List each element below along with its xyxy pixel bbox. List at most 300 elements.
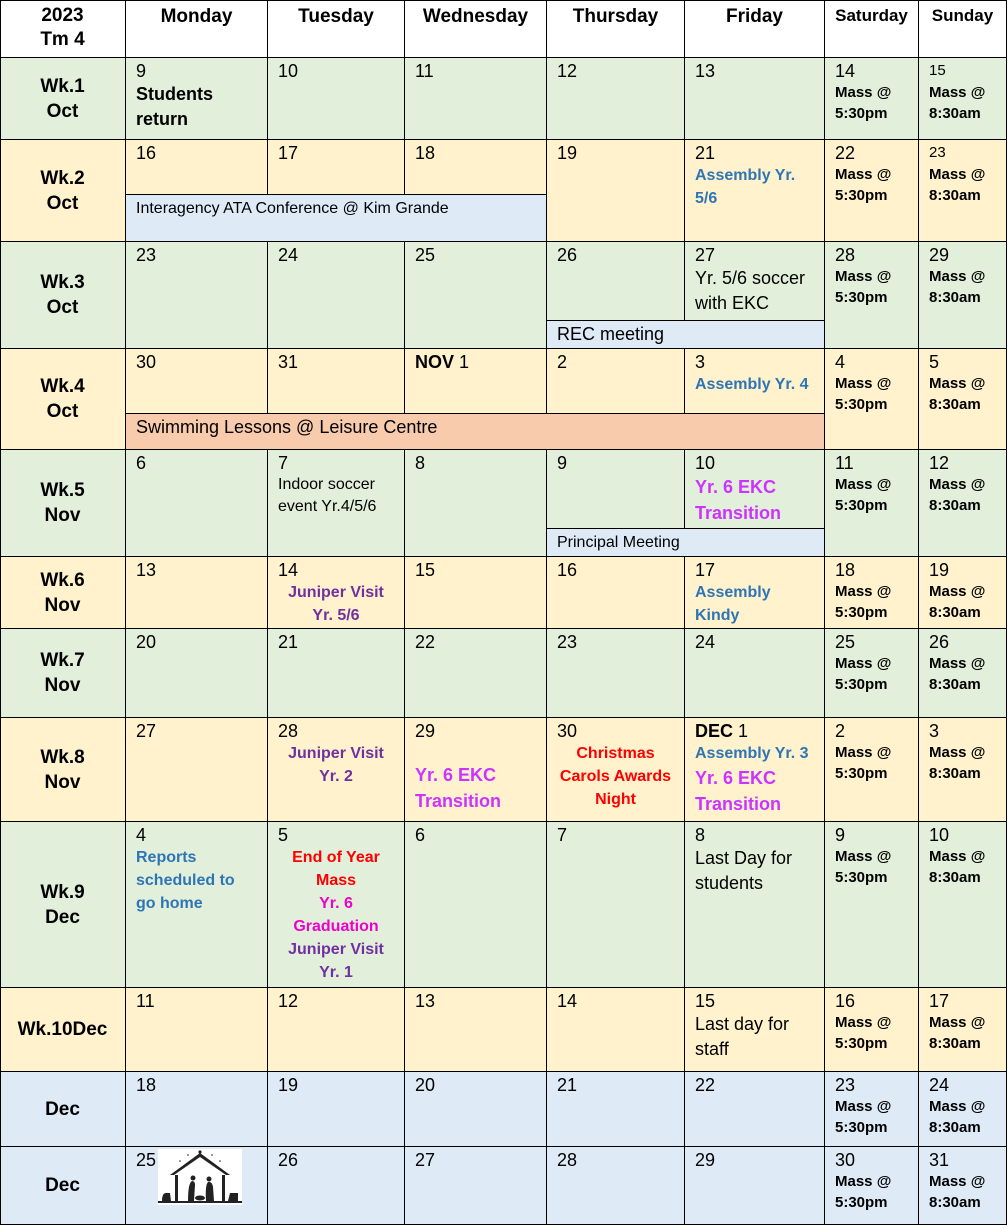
day-number-value: 11 (415, 61, 434, 81)
mass-time: 8:30am (929, 869, 981, 886)
mass-time: Mass @ (929, 84, 986, 101)
day-number (557, 990, 674, 1012)
day-number (278, 1149, 394, 1171)
day-cell (685, 450, 825, 528)
day-number-value: 30 (835, 1150, 856, 1170)
mass-time: 8:30am (929, 497, 981, 514)
day-number-value: 24 (278, 245, 299, 265)
day-number (415, 1149, 536, 1171)
week-label (0, 58, 126, 140)
day-number-value: 20 (415, 1075, 436, 1095)
week-label-line: Wk.10Dec (17, 1019, 108, 1040)
day-cell (126, 1072, 268, 1147)
week-label-line: Wk.7 (40, 650, 85, 671)
month-prefix: NOV (415, 352, 455, 372)
day-number (278, 720, 394, 742)
day-number-value: 8 (695, 825, 706, 845)
day-number (278, 990, 394, 1012)
day-cell (825, 822, 919, 988)
day-number-value: 14 (835, 61, 856, 81)
mass-time: Mass @ (835, 744, 892, 761)
day-number-value: 18 (136, 1075, 157, 1095)
day-number (929, 1074, 996, 1096)
day-cell (685, 822, 825, 988)
day-number (929, 244, 996, 266)
day-cell (405, 557, 547, 629)
day-number-value: 11 (835, 453, 854, 473)
mass-time: Mass @ (929, 476, 986, 493)
day-number (557, 142, 674, 164)
mass-time: 8:30am (929, 1194, 981, 1211)
day-cell (547, 988, 685, 1072)
day-number-value: 31 (929, 1150, 950, 1170)
day-number-value: 15 (929, 62, 946, 79)
day-number (136, 452, 257, 474)
day-header-sunday: Sunday (919, 0, 1007, 58)
day-cell (547, 1147, 685, 1225)
day-number-value: 10 (929, 825, 950, 845)
spanning-event-text: Swimming Lessons @ Leisure Centre (136, 417, 438, 437)
mass-time: Mass @ (929, 744, 986, 761)
day-number (695, 142, 814, 164)
event-text: Juniper Visit Yr. 5/6 (288, 584, 384, 624)
month-prefix: DEC (695, 721, 734, 741)
term-year: 2023 (41, 5, 84, 26)
week-label (0, 1147, 126, 1225)
day-number (278, 824, 394, 846)
day-cell (126, 629, 268, 718)
day-cell (825, 242, 919, 349)
week-label (0, 349, 126, 450)
day-number-value: 25 (835, 632, 856, 652)
day-cell (547, 242, 685, 320)
day-number (557, 559, 674, 581)
day-number (835, 60, 908, 82)
day-number (136, 351, 257, 373)
day-cell (919, 242, 1007, 349)
day-number-value: 29 (929, 245, 950, 265)
day-number-value: 17 (929, 991, 950, 1011)
week-label-line: Nov (44, 675, 81, 696)
mass-time: Mass @ (835, 848, 892, 865)
day-header-tuesday: Tuesday (268, 0, 405, 58)
mass-time: Mass @ (929, 1098, 986, 1115)
day-number-value: 9 (557, 453, 568, 473)
day-number-value: 13 (415, 991, 436, 1011)
day-number-value: 23 (557, 632, 578, 652)
day-number (929, 990, 996, 1012)
event-text: Yr. 6 EKC Transition (415, 765, 502, 811)
mass-time: 8:30am (929, 396, 981, 413)
week-label (0, 140, 126, 242)
week-label-line: Nov (44, 594, 81, 616)
day-number (415, 452, 536, 474)
day-number-value: 14 (557, 991, 578, 1011)
day-number (415, 559, 536, 581)
day-cell (405, 349, 547, 413)
day-number (835, 1149, 908, 1171)
day-number (278, 559, 394, 581)
day-number-value: 28 (278, 721, 299, 741)
day-number (695, 244, 814, 266)
day-number-value: 23 (136, 245, 157, 265)
day-number-value: 11 (136, 991, 155, 1011)
day-cell (547, 629, 685, 718)
day-number-value: 16 (136, 143, 157, 163)
day-number-value: 4 (835, 352, 846, 372)
day-number-value: 25 (136, 1150, 157, 1170)
day-number-value: 6 (136, 453, 147, 473)
day-cell (547, 1072, 685, 1147)
mass-time: 5:30pm (835, 1194, 888, 1211)
day-cell (268, 242, 405, 349)
day-number (415, 990, 536, 1012)
mass-time: 5:30pm (835, 604, 888, 621)
event-text: Reports scheduled to go home (136, 849, 235, 912)
day-number-value: 13 (136, 560, 157, 580)
day-number (136, 559, 257, 581)
day-cell (547, 822, 685, 988)
mass-time: Mass @ (835, 84, 892, 101)
day-number-value: 14 (278, 560, 299, 580)
mass-time: 8:30am (929, 765, 981, 782)
day-number (929, 559, 996, 581)
day-number-value: 22 (695, 1075, 716, 1095)
mass-time: 5:30pm (835, 289, 888, 306)
day-number-value: 26 (278, 1150, 299, 1170)
day-number (278, 351, 394, 373)
day-number-value: 7 (278, 453, 289, 473)
day-number-value: 6 (415, 825, 426, 845)
event-text: Last Day for students (695, 848, 793, 893)
day-header-thursday: Thursday (547, 0, 685, 58)
mass-time: 8:30am (929, 289, 981, 306)
day-number-value: 17 (278, 143, 299, 163)
day-number (929, 60, 996, 82)
day-number-value: 3 (929, 721, 940, 741)
day-cell (825, 140, 919, 242)
day-number (557, 720, 674, 742)
week-label (0, 450, 126, 557)
day-number (415, 720, 536, 742)
day-number (835, 990, 908, 1012)
day-number (695, 351, 814, 373)
day-cell (547, 718, 685, 822)
mass-time: 5:30pm (835, 396, 888, 413)
event-text: Yr. 6 Graduation (293, 895, 379, 935)
day-number (695, 990, 814, 1012)
mass-time: Mass @ (835, 166, 892, 183)
day-number-value: 21 (278, 632, 299, 652)
day-number-value: 18 (835, 560, 856, 580)
day-number-value: 5 (929, 352, 940, 372)
day-cell (825, 629, 919, 718)
day-number-value: 29 (695, 1150, 716, 1170)
day-cell (685, 140, 825, 242)
day-cell (126, 988, 268, 1072)
day-number (929, 351, 996, 373)
day-cell (405, 140, 547, 194)
day-number (278, 452, 394, 474)
day-number (136, 720, 257, 742)
event-text: Last day for staff (695, 1014, 790, 1059)
day-number (415, 631, 536, 653)
day-cell (268, 58, 405, 140)
day-cell (919, 450, 1007, 557)
day-number-value: 1 (738, 721, 749, 741)
day-number (835, 559, 908, 581)
day-number (136, 631, 257, 653)
week-label-line: Wk.9 (40, 881, 85, 903)
mass-time: 5:30pm (835, 869, 888, 886)
day-number-value: 27 (415, 1150, 436, 1170)
week-label-line: Oct (46, 297, 79, 318)
mass-time: 5:30pm (835, 105, 888, 122)
day-cell (685, 1147, 825, 1225)
day-number-value: 19 (278, 1075, 299, 1095)
day-number-value: 27 (695, 245, 716, 265)
event-text: Christmas Carols Awards Night (559, 745, 672, 808)
day-number (136, 1149, 257, 1210)
day-number-value: 2 (557, 352, 568, 372)
mass-time: 5:30pm (835, 765, 888, 782)
day-number-value: 9 (835, 825, 846, 845)
day-number (929, 631, 996, 653)
event-text: Yr. 5/6 soccer with EKC (695, 268, 806, 313)
day-number (929, 142, 996, 164)
day-header-wednesday: Wednesday (405, 0, 547, 58)
day-number (835, 1074, 908, 1096)
day-cell (825, 718, 919, 822)
day-cell (919, 349, 1007, 450)
day-cell (126, 1147, 268, 1225)
mass-time: 8:30am (929, 1035, 981, 1052)
day-number (695, 720, 814, 742)
day-cell (405, 629, 547, 718)
day-number (415, 60, 536, 82)
day-cell (685, 557, 825, 629)
day-number (557, 1149, 674, 1171)
day-number-value: 19 (929, 560, 950, 580)
day-number-value: 8 (415, 453, 426, 473)
day-header-monday: Monday (126, 0, 268, 58)
mass-time: Mass @ (835, 268, 892, 285)
day-number-value: 16 (557, 560, 578, 580)
week-label-line: Wk.6 (40, 569, 85, 591)
spanning-event-bar (547, 528, 825, 557)
week-label-line: Nov (44, 771, 81, 793)
day-cell (268, 557, 405, 629)
mass-time: Mass @ (929, 166, 986, 183)
day-number-value: 23 (835, 1075, 856, 1095)
mass-time: Mass @ (835, 375, 892, 392)
day-cell (126, 557, 268, 629)
day-number (929, 720, 996, 742)
mass-time: Mass @ (929, 1173, 986, 1190)
day-number (136, 824, 257, 846)
day-number (835, 452, 908, 474)
day-number-value: 15 (695, 991, 716, 1011)
day-cell (268, 1072, 405, 1147)
day-number-value: 12 (557, 61, 578, 81)
week-label (0, 1072, 126, 1147)
day-number-value: 31 (278, 352, 299, 372)
week-label (0, 988, 126, 1072)
day-header-saturday: Saturday (825, 0, 919, 58)
mass-time: Mass @ (929, 268, 986, 285)
day-number (415, 351, 536, 373)
day-number-value: 1 (459, 352, 470, 372)
day-cell (126, 242, 268, 349)
day-number-value: 26 (929, 632, 950, 652)
day-number-value: 5 (278, 825, 289, 845)
week-label-line: Dec (45, 906, 80, 928)
week-label-line: Nov (44, 505, 81, 526)
spanning-event-bar (126, 194, 547, 242)
day-number (929, 1149, 996, 1171)
week-label (0, 629, 126, 718)
day-number (278, 244, 394, 266)
day-number (278, 60, 394, 82)
day-number-value: 15 (415, 560, 436, 580)
day-number-value: 24 (929, 1075, 950, 1095)
day-number (695, 1149, 814, 1171)
event-text: Assembly Yr. 5/6 (695, 167, 796, 207)
spanning-event-text: Principal Meeting (557, 534, 680, 551)
day-cell (919, 988, 1007, 1072)
day-number (415, 142, 536, 164)
day-cell (919, 1072, 1007, 1147)
day-cell (919, 140, 1007, 242)
day-number-value: 19 (557, 143, 578, 163)
mass-time: Mass @ (929, 655, 986, 672)
day-number (136, 244, 257, 266)
day-cell (405, 1147, 547, 1225)
day-number (557, 60, 674, 82)
day-cell (825, 1147, 919, 1225)
day-cell (405, 450, 547, 557)
day-cell (685, 629, 825, 718)
event-text: Indoor soccer event Yr.4/5/6 (278, 476, 377, 515)
day-number (557, 631, 674, 653)
day-number-value: 9 (136, 61, 147, 81)
week-label (0, 242, 126, 349)
day-cell (547, 557, 685, 629)
spanning-event-text: REC meeting (557, 324, 665, 344)
day-number (695, 631, 814, 653)
day-number-value: 28 (557, 1150, 578, 1170)
day-number-value: 17 (695, 560, 716, 580)
week-label-line: Oct (46, 192, 79, 214)
day-cell (685, 58, 825, 140)
day-cell (685, 242, 825, 320)
day-number (835, 720, 908, 742)
mass-time: 5:30pm (835, 187, 888, 204)
event-text: Juniper Visit Yr. 1 (288, 941, 384, 981)
day-number (278, 142, 394, 164)
event-text: Assembly Yr. 3 (695, 745, 809, 762)
mass-time: Mass @ (835, 476, 892, 493)
week-label-line: Dec (45, 1098, 80, 1120)
day-cell (547, 349, 685, 413)
week-label-line: Wk.5 (40, 480, 85, 501)
day-cell (268, 822, 405, 988)
event-text: Juniper Visit Yr. 2 (288, 745, 384, 785)
mass-time: 5:30pm (835, 1035, 888, 1052)
day-header-friday: Friday (685, 0, 825, 58)
day-number-value: 16 (835, 991, 856, 1011)
day-number (835, 824, 908, 846)
day-number (695, 60, 814, 82)
day-cell (547, 58, 685, 140)
day-number-value: 30 (136, 352, 157, 372)
day-cell (547, 140, 685, 242)
day-number (835, 142, 908, 164)
day-cell (547, 450, 685, 528)
day-cell (126, 58, 268, 140)
day-cell (685, 988, 825, 1072)
week-label-line: Wk.2 (40, 167, 85, 189)
mass-time: Mass @ (835, 1173, 892, 1190)
day-number-value: 4 (136, 825, 147, 845)
day-cell (825, 450, 919, 557)
day-number (136, 142, 257, 164)
day-cell (126, 140, 268, 194)
day-number (557, 1074, 674, 1096)
day-number (835, 351, 908, 373)
day-cell (126, 718, 268, 822)
day-number-value: 30 (557, 721, 578, 741)
day-cell (268, 140, 405, 194)
day-number-value: 18 (415, 143, 436, 163)
day-number-value: 23 (929, 144, 946, 161)
day-number-value: 10 (695, 453, 716, 473)
week-label-line: Dec (45, 1175, 80, 1196)
day-cell (268, 349, 405, 413)
day-cell (825, 988, 919, 1072)
day-number (136, 1074, 257, 1096)
event-text: End of Year Mass (292, 849, 380, 889)
week-label-line: Wk.4 (40, 376, 85, 397)
day-cell (405, 242, 547, 349)
day-number (136, 990, 257, 1012)
day-cell (405, 718, 547, 822)
day-number (695, 559, 814, 581)
day-cell (919, 822, 1007, 988)
day-cell (919, 1147, 1007, 1225)
day-cell (268, 718, 405, 822)
event-text: Assembly Kindy (695, 584, 771, 624)
mass-time: Mass @ (929, 583, 986, 600)
week-label-line: Wk.1 (40, 75, 85, 97)
event-text: Yr. 6 EKC Transition (695, 477, 782, 523)
event-text: Students return (136, 84, 214, 129)
mass-time: 5:30pm (835, 497, 888, 514)
week-label (0, 718, 126, 822)
day-number-value: 13 (695, 61, 716, 81)
day-number-value: 21 (695, 143, 716, 163)
day-number-value: 22 (835, 143, 856, 163)
day-number (557, 452, 674, 474)
day-number-value: 21 (557, 1075, 578, 1095)
day-cell (126, 822, 268, 988)
day-cell (825, 58, 919, 140)
day-number-value: 10 (278, 61, 299, 81)
day-cell (268, 988, 405, 1072)
day-number (695, 1074, 814, 1096)
day-number (695, 824, 814, 846)
day-number (835, 631, 908, 653)
